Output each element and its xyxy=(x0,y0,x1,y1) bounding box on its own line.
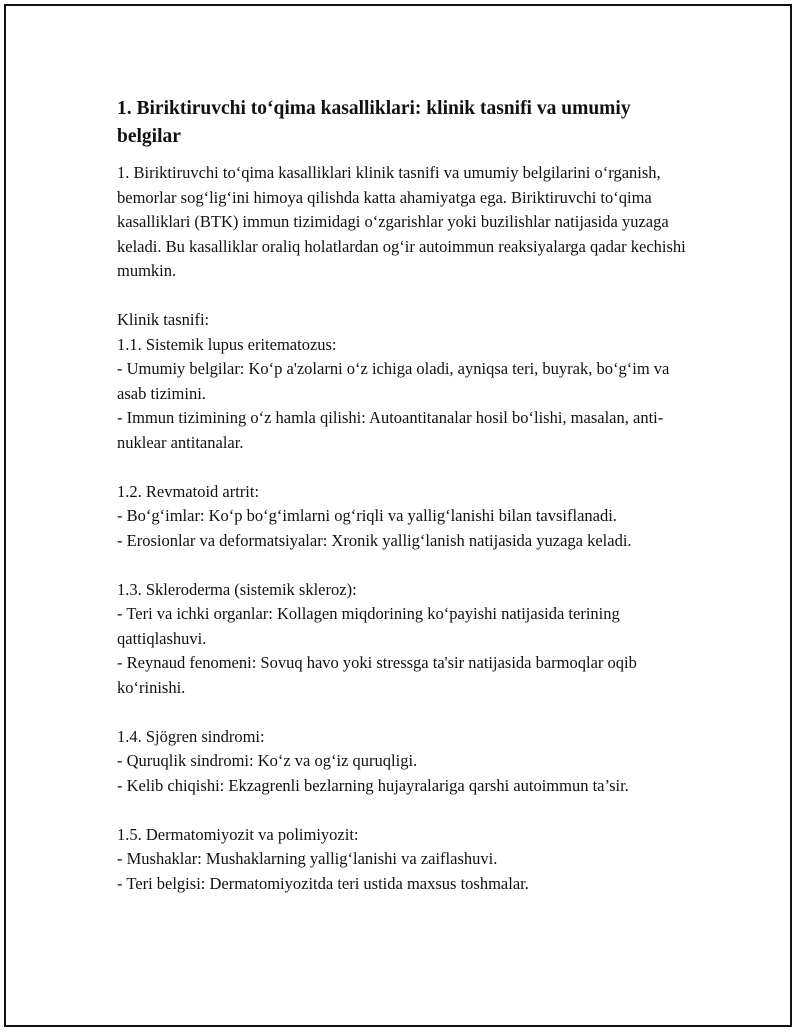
intro-paragraph: 1. Biriktiruvchi to‘qima kasalliklari klinik tasnifi va umumiy belgilarini o‘rganish, bemorlar sog‘lig‘ini himoya qilishda katta ahamiyatga ega. Biriktiruvchi to‘qima kasalliklari (BTK) immun tizimidagi o‘zgarishlar yoki buzilishlar natijasida yuzaga keladi. Bu kasalliklar oraliq holatlardan og‘ir autoimmun reaksiyalarga qadar kechishi mumkin. xyxy=(117,163,686,280)
section-item: - Erosionlar va deformatsiyalar: Xronik yallig‘lanish natijasida yuzaga keladi. xyxy=(117,530,632,550)
section-item: - Mushaklar: Mushaklarning yallig‘lanishi va zaiflashuvi. xyxy=(117,849,498,868)
section-heading: 1.4. Sjögren sindromi: xyxy=(117,726,265,746)
section-item: - Bo‘g‘imlar: Ko‘p bo‘g‘imlarni og‘riqli va yallig‘lanishi bilan tavsiflanadi. xyxy=(117,506,617,525)
section-item: - Teri va ichki organlar: Kollagen miqdorining ko‘payishi natijasida terining qattiqlashuvi. xyxy=(117,604,620,648)
section-1-2 xyxy=(117,480,697,554)
section-item: - Umumiy belgilar: Ko‘p a'zolarni o‘z ichiga oladi, ayniqsa teri, buyrak, bo‘g‘im va asab tizimini. xyxy=(117,359,670,403)
spacer xyxy=(117,455,697,480)
section-item: - Kelib chiqishi: Ekzagrenli bezlarning hujayralariga qarshi autoimmun ta’sir. xyxy=(117,775,629,795)
classification-label: Klinik tasnifi: xyxy=(117,310,210,329)
section-1-3 xyxy=(117,578,697,701)
section-heading: 1.5. Dermatomiyozit va polimiyozit: xyxy=(117,824,359,844)
spacer xyxy=(117,798,697,823)
section-1-5 xyxy=(117,823,697,897)
document-body xyxy=(117,95,697,896)
section-item: - Quruqlik sindromi: Ko‘z va og‘iz quruqligi. xyxy=(117,751,418,770)
section-item: - Reynaud fenomeni: Sovuq havo yoki stressga ta'sir natijasida barmoqlar oqib ko‘rinishi. xyxy=(117,653,637,697)
section-heading: 1.3. Skleroderma (sistemik skleroz): xyxy=(117,579,357,599)
document-title: 1. Biriktiruvchi to‘qima kasalliklari: klinik tasnifi va umumiy belgilar xyxy=(117,98,631,147)
section-1-4 xyxy=(117,725,697,799)
section-heading: 1.1. Sistemik lupus eritematozus: xyxy=(117,334,337,354)
spacer xyxy=(117,700,697,725)
section-heading: 1.2. Revmatoid artrit: xyxy=(117,481,260,501)
spacer xyxy=(117,553,697,578)
section-1-1 xyxy=(117,333,697,456)
spacer xyxy=(117,284,697,309)
section-item: - Teri belgisi: Dermatomiyozitda teri ustida maxsus toshmalar. xyxy=(117,873,529,893)
section-item: - Immun tizimining o‘z hamla qilishi: Autoantitanalar hosil bo‘lishi, masalan, anti-nuklear antitanalar. xyxy=(117,408,664,452)
